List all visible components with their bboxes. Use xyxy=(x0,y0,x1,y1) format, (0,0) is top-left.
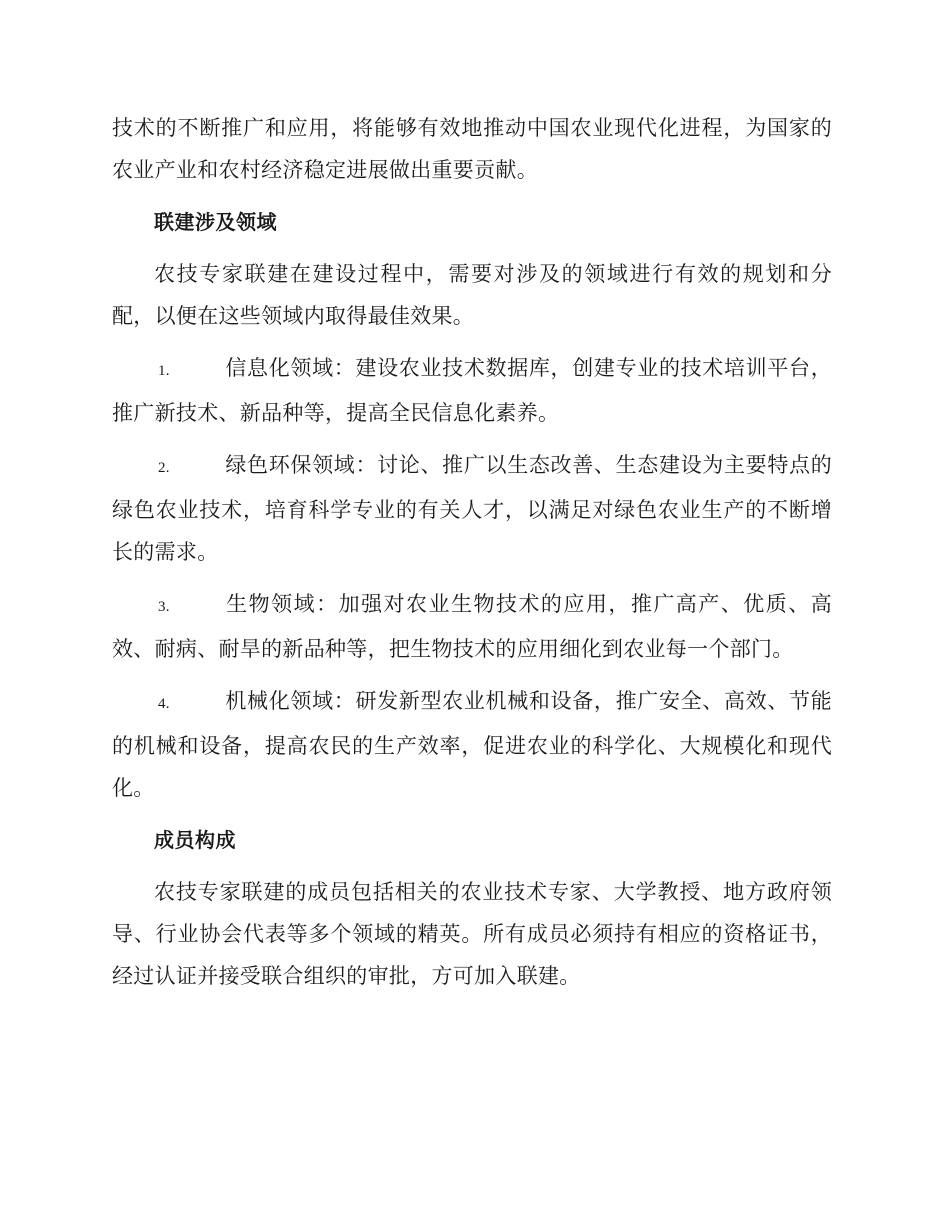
list-item-number: 2. xyxy=(158,460,170,476)
intro-continuation-paragraph: 技术的不断推广和应用，将能够有效地推动中国农业现代化进程，为国家的农业产业和农村经济稳定进展做出重要贡献。 xyxy=(112,116,832,182)
list-item xyxy=(112,444,832,573)
list-item xyxy=(112,680,832,809)
members-heading: 成员构成 xyxy=(154,828,236,852)
fields-intro-paragraph: 农技专家联建在建设过程中，需要对涉及的领域进行有效的规划和分配，以便在这些领域内取得最佳效果。 xyxy=(112,262,832,328)
list-item xyxy=(112,583,832,670)
list-item-number: 4. xyxy=(158,696,170,712)
list-item-text: 生物领域：加强对农业生物技术的应用，推广高产、优质、高效、耐病、耐旱的新品种等，把生物技术的应用细化到农业每一个部门。 xyxy=(112,592,832,661)
list-item-number: 3. xyxy=(158,599,170,615)
list-item-text: 机械化领域：研发新型农业机械和设备，推广安全、高效、节能的机械和设备，提高农民的生产效率，促进农业的科学化、大规模化和现代化。 xyxy=(112,689,832,800)
members-paragraph: 农技专家联建的成员包括相关的农业技术专家、大学教授、地方政府领导、行业协会代表等多个领域的精英。所有成员必须持有相应的资格证书，经过认证并接受联合组织的审批，方可加入联建。 xyxy=(112,880,832,988)
list-item xyxy=(112,347,832,434)
document-body xyxy=(112,107,832,1007)
list-item-text: 信息化领域：建设农业技术数据库，创建专业的技术培训平台，推广新技术、新品种等，提高全民信息化素养。 xyxy=(112,356,832,425)
list-item-text: 绿色环保领域：讨论、推广以生态改善、生态建设为主要特点的绿色农业技术，培育科学专业的有关人才，以满足对绿色农业生产的不断增长的需求。 xyxy=(112,453,832,564)
fields-heading: 联建涉及领域 xyxy=(154,210,277,234)
list-item-number: 1. xyxy=(158,363,170,379)
